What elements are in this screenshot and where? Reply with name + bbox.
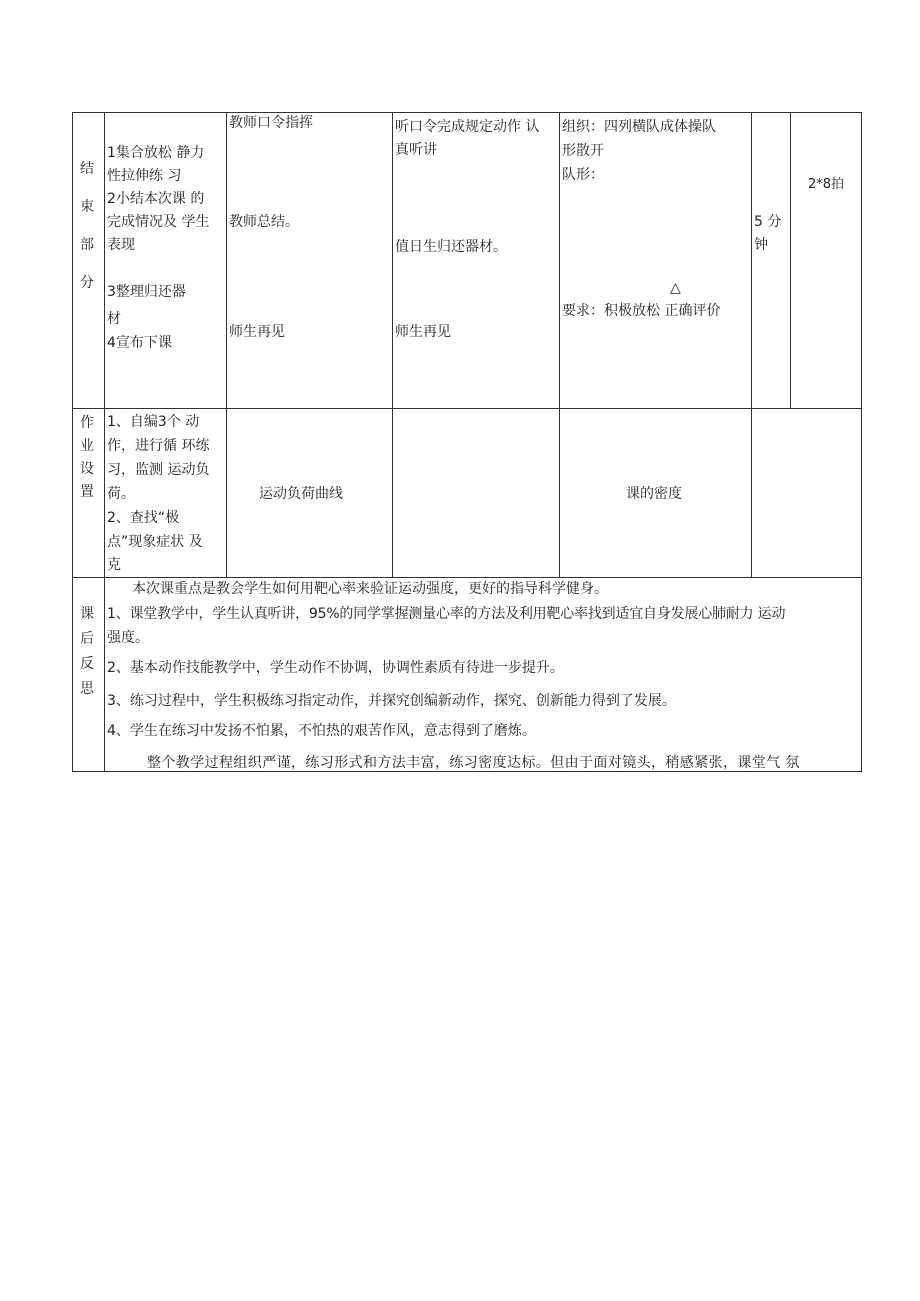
org-formation-label: 队形： xyxy=(562,167,604,183)
student-action-2: 真听讲 xyxy=(395,142,437,158)
closing-content-6: 3整理归还器 xyxy=(107,284,186,300)
reflection-line-3: 强度。 xyxy=(107,630,149,646)
student-farewell: 师生再见 xyxy=(395,324,451,340)
col-divider-time xyxy=(790,112,791,408)
homework-section-label: 作 业 设 置 xyxy=(80,415,94,500)
col-divider-section xyxy=(104,112,105,772)
teacher-farewell: 师生再见 xyxy=(229,324,285,340)
homework-content-7: 克 xyxy=(107,557,121,573)
lesson-density-label: 课的密度 xyxy=(626,486,682,502)
row-divider-1 xyxy=(72,408,862,409)
org-line-1: 组织：四列横队成体操队 xyxy=(562,119,716,135)
reflection-section-label: 课 后 反 思 xyxy=(80,606,94,697)
col-divider-org xyxy=(751,112,752,578)
reflection-line-1: 本次课重点是教会学生如何用靶心率来验证运动强度，更好的指导科学健身。 xyxy=(132,581,608,597)
closing-content-1: 1集合放松 静力 xyxy=(107,145,205,161)
reflection-line-2: 1、课堂教学中，学生认真听讲，95%的同学掌握测量心率的方法及利用靶心率找到适宜自身发展心肺耐力 运动 xyxy=(107,606,786,622)
homework-content-1: 1、自编3个 动 xyxy=(107,414,200,430)
reflection-line-7: 整个教学过程组织严谨，练习形式和方法丰富，练习密度达标。但由于面对镜头，稍感紧张，课堂气 氛 xyxy=(147,755,800,771)
formation-triangle-icon: △ xyxy=(670,280,681,296)
homework-content-4: 荷。 xyxy=(107,486,135,502)
reflection-line-6: 4、学生在练习中发扬不怕累，不怕热的艰苦作风，意志得到了磨炼。 xyxy=(107,723,536,739)
col-divider-content xyxy=(226,112,227,578)
closing-content-8: 4宣布下课 xyxy=(107,335,172,351)
homework-content-2: 作，进行循 环练 xyxy=(107,438,210,454)
homework-content-6: 点”现象症状 及 xyxy=(107,534,203,550)
closing-content-7: 材 xyxy=(107,311,121,327)
reflection-line-5: 3、练习过程中，学生积极练习指定动作，并探究创编新动作，探究、创新能力得到了发展。 xyxy=(107,693,676,709)
closing-time-2: 钟 xyxy=(754,237,768,253)
table-border-top xyxy=(72,112,862,113)
closing-section-label: 结 束 部 分 xyxy=(80,161,94,291)
closing-content-3: 2小结本次课 的 xyxy=(107,191,205,207)
table-border-left xyxy=(72,112,73,772)
col-divider-teacher xyxy=(392,112,393,578)
closing-time-1: 5 分 xyxy=(754,214,782,230)
student-action-1: 听口令完成规定动作 认 xyxy=(395,119,540,135)
student-return-equipment: 值日生归还器材。 xyxy=(395,239,507,255)
reflection-line-4: 2、基本动作技能教学中，学生动作不协调，协调性素质有待进一步提升。 xyxy=(107,660,564,676)
teacher-summary: 教师总结。 xyxy=(229,214,299,230)
org-requirement: 要求：积极放松 正确评价 xyxy=(562,303,721,319)
closing-beats: 2*8拍 xyxy=(808,177,845,192)
org-line-2: 形散开 xyxy=(562,143,604,159)
closing-content-5: 表现 xyxy=(107,237,135,253)
load-curve-label: 运动负荷曲线 xyxy=(259,486,343,502)
homework-content-3: 习，监测 运动负 xyxy=(107,462,210,478)
closing-content-4: 完成情况及 学生 xyxy=(107,214,210,230)
teacher-command: 教师口令指挥 xyxy=(229,115,313,131)
homework-content-5: 2、查找“极 xyxy=(107,510,180,526)
table-border-right xyxy=(861,112,862,772)
col-divider-student xyxy=(559,112,560,578)
closing-content-2: 性拉伸练 习 xyxy=(107,168,182,184)
